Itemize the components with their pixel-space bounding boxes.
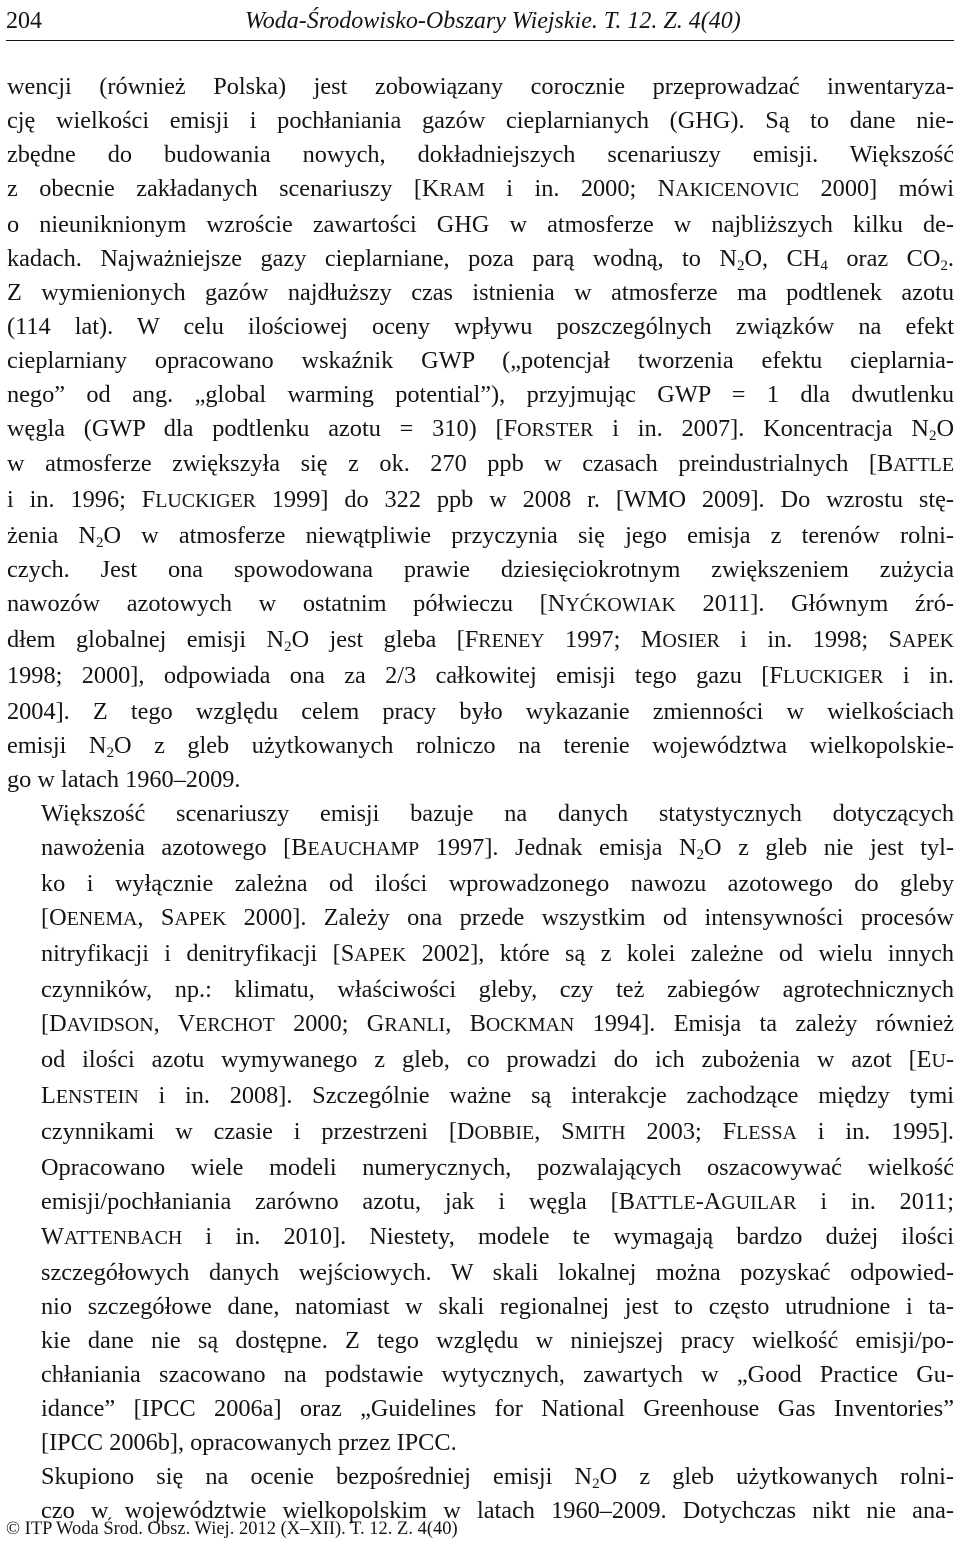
text-line: 1998; 2000], odpowiada ona za 2/3 całkowitej emisji tego gazu [FLUCKIGER i in.: [7, 662, 954, 690]
text-line: ko i wyłącznie zależna od ilości wprowadzonego nawozu azotowego do gleby: [41, 869, 954, 897]
text-line: Z wymienionych gazów najdłuższy czas istnienia w atmosferze ma podtlenek azotu: [7, 278, 954, 306]
text-line: 2004]. Z tego względu celem pracy było wykazanie zmienności w wielkościach: [7, 698, 954, 726]
text-line: Skupiono się na ocenie bezpośredniej emisji $N_2O$ z gleb użytkowanych rolni-: [41, 1463, 954, 1492]
text-line: kadach. Najważniejsze gazy cieplarniane, poza parą wodną, to $N_2O$, $CH_4$ oraz $CO_2$.: [7, 244, 954, 274]
page-number: 204: [6, 8, 42, 34]
text-line: cieplarniany opracowano wskaźnik GWP („potencjał tworzenia efektu cieplarnia-: [7, 346, 954, 374]
text-line: i in. 1996; FLUCKIGER 1999] do 322 ppb w 2008 r. [WMO 2009]. Do wzrostu stę-: [7, 486, 954, 514]
text-line: idance” [IPCC 2006a] oraz „Guidelines for National Greenhouse Gas Inventories”: [41, 1395, 954, 1423]
text-line: Większość scenariuszy emisji bazuje na danych statystycznych dotyczących: [41, 800, 954, 828]
text-line: dłem globalnej emisji $N_2O$ jest gleba [FRENEY 1997; MOSIER i in. 1998; SAPEK: [7, 626, 954, 656]
text-line: z obecnie zakładanych scenariuszy [KRAM i in. 2000; NAKICENOVIC 2000] mówi: [7, 174, 954, 202]
text-line: węgla (GWP dla podtlenku azotu = 310) [FORSTER i in. 2007]. Koncentracja $N_2O$: [7, 414, 955, 444]
article-body: [7, 70, 954, 1528]
text-line: Opracowano wiele modeli numerycznych, pozwalających oszacowywać wielkość: [41, 1153, 954, 1181]
text-line: chłaniania szacowano na podstawie wytycznych, zawartych w „Good Practice Gu-: [41, 1361, 954, 1389]
text-line: emisji/pochłaniania zarówno azotu, jak i węgla [BATTLE-AGUILAR i in. 2011;: [41, 1187, 954, 1215]
text-line: emisji $N_2O$ z gleb użytkowanych rolniczo na terenie województwa wielkopolskie-: [7, 732, 955, 761]
copyright-footer: © ITP Woda Środ. Obsz. Wiej. 2012 (X–XII). T. 12. Z. 4(40): [6, 1519, 458, 1539]
journal-title: Woda-Środowisko-Obszary Wiejskie. T. 12. Z. 4(40): [245, 8, 741, 34]
paragraph-2: [7, 797, 954, 1460]
text-line: od ilości azotu wymywanego z gleb, co prowadzi do ich zubożenia w azot [EU-: [41, 1045, 954, 1073]
text-line: szczegółowych danych wejściowych. W skali lokalnej można pozyskać odpowied-: [41, 1259, 954, 1287]
text-line: (114 lat). W celu ilościowej oceny wpływu poszczególnych związków na efekt: [7, 312, 954, 340]
text-line: czo w województwie wielkopolskim w latach 1960–2009. Dotychczas nikt nie ana-: [41, 1497, 954, 1525]
text-line: nawozów azotowych w ostatnim półwieczu [NYĆKOWIAK 2011]. Głównym źró-: [7, 590, 954, 618]
running-header: [6, 6, 954, 36]
text-line: cję wielkości emisji i pochłaniania gazów cieplarnianych (GHG). Są to dane nie-: [7, 106, 954, 134]
text-line: wencji (również Polska) jest zobowiązany corocznie przeprowadzać inwentaryza-: [7, 73, 954, 100]
text-line: w atmosferze zwiększyła się z ok. 270 ppb w czasach preindustrialnych [BATTLE: [7, 450, 954, 478]
text-line: czynnikami w czasie i przestrzeni [DOBBIE, SMITH 2003; FLESSA i in. 1995].: [41, 1117, 954, 1145]
text-line: LENSTEIN i in. 2008]. Szczególnie ważne są interakcje zachodzące między tymi: [41, 1081, 954, 1109]
text-line: [DAVIDSON, VERCHOT 2000; GRANLI, BOCKMAN 1994]. Emisja ta zależy również: [41, 1009, 955, 1037]
text-line: zbędne do budowania nowych, dokładniejszych scenariuszy emisji. Większość: [7, 140, 954, 168]
text-line: go w latach 1960–2009.: [7, 766, 241, 794]
text-line: nawożenia azotowego [BEAUCHAMP 1997]. Jednak emisja $N_2O$ z gleb nie jest tyl-: [41, 833, 955, 863]
text-line: nego” od ang. „global warming potential”), przyjmując GWP = 1 dla dwutlenku: [7, 380, 954, 408]
text-line: żenia $N_2O$ w atmosferze niewątpliwie przyczynia się jego emisja z terenów rolni-: [7, 522, 954, 552]
text-line: nio szczegółowe dane, natomiast w skali regionalnej jest to często utrudnione i ta-: [41, 1293, 954, 1321]
text-line: kie dane nie są dostępne. Z tego względu w niniejszej pracy wielkość emisji/po-: [41, 1327, 954, 1355]
text-line: [OENEMA, SAPEK 2000]. Zależy ona przede wszystkim od intensywności procesów: [41, 903, 954, 931]
text-line: [IPCC 2006b], opracowanych przez IPCC.: [41, 1429, 457, 1457]
text-line: o nieuniknionym wzroście zawartości GHG w atmosferze w najbliższych kilku de-: [7, 210, 954, 238]
header-divider: [6, 40, 954, 41]
text-line: nitryfikacji i denitryfikacji [SAPEK 2002], które są z kolei zależne od wielu innych: [41, 939, 954, 967]
text-line: WATTENBACH i in. 2010]. Niestety, modele te wymagają bardzo dużej ilości: [41, 1223, 954, 1251]
text-line: czynników, np.: klimatu, właściwości gleby, czy też zabiegów agrotechnicznych: [41, 975, 954, 1003]
text-line: czych. Jest ona spowodowana prawie dziesięciokrotnym zwiększeniem zużycia: [7, 556, 954, 584]
paragraph-1: [7, 70, 954, 797]
